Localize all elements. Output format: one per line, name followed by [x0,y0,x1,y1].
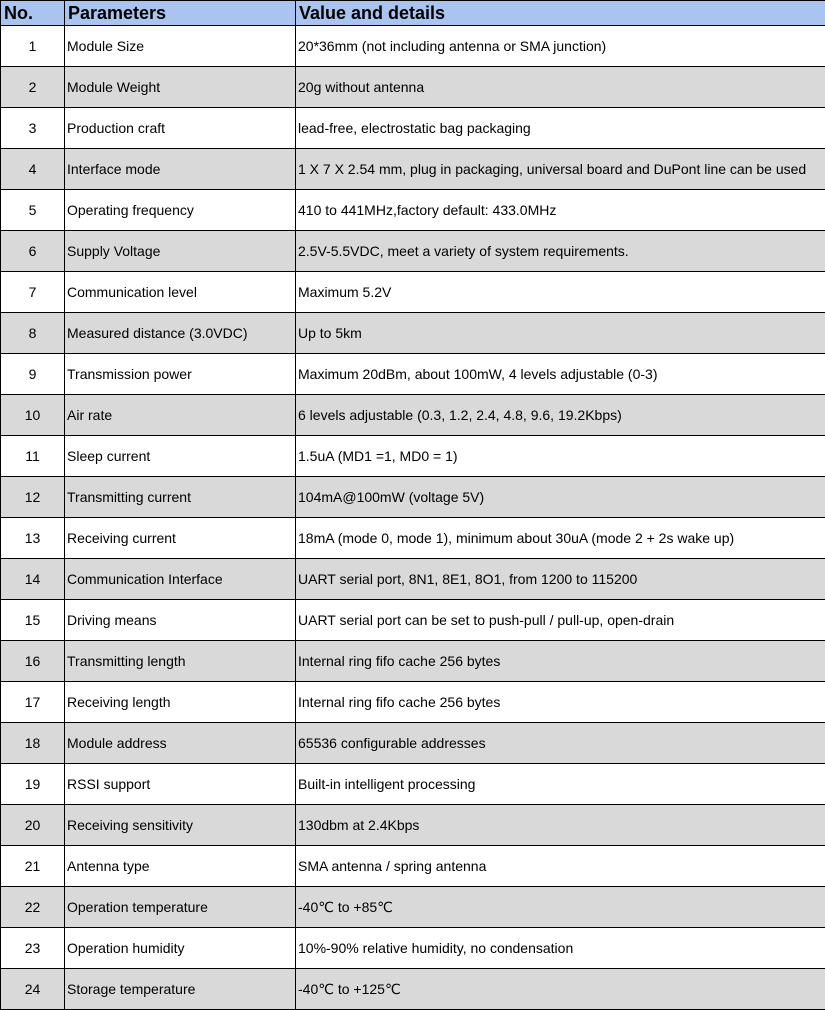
parameter-name: Sleep current [65,436,296,477]
parameter-name: Storage temperature [65,969,296,1010]
table-row [1,272,825,313]
parameter-name: Interface mode [65,149,296,190]
parameter-name: Receiving current [65,518,296,559]
parameter-value: UART serial port, 8N1, 8E1, 8O1, from 1200 to 115200 [296,559,825,600]
header-value: Value and details [296,1,825,26]
table-row [1,354,825,395]
table-row [1,395,825,436]
table-row [1,682,825,723]
parameter-name: Production craft [65,108,296,149]
row-number: 3 [1,108,65,149]
table-row [1,108,825,149]
parameter-name: Transmitting length [65,641,296,682]
table-row [1,723,825,764]
parameter-value: 1 X 7 X 2.54 mm, plug in packaging, universal board and DuPont line can be used [296,149,825,190]
table-row [1,846,825,887]
row-number: 4 [1,149,65,190]
header-parameters: Parameters [65,1,296,26]
table-row [1,149,825,190]
parameter-name: Module Size [65,26,296,67]
row-number: 10 [1,395,65,436]
parameter-value: 130dbm at 2.4Kbps [296,805,825,846]
table-row [1,887,825,928]
table-row [1,764,825,805]
parameter-value: 6 levels adjustable (0.3, 1.2, 2.4, 4.8, 9.6, 19.2Kbps) [296,395,825,436]
parameter-value: SMA antenna / spring antenna [296,846,825,887]
parameter-name: Transmission power [65,354,296,395]
parameter-value: Built-in intelligent processing [296,764,825,805]
table-row [1,600,825,641]
table-row [1,518,825,559]
row-number: 11 [1,436,65,477]
parameter-name: RSSI support [65,764,296,805]
parameter-value: 1.5uA (MD1 =1, MD0 = 1) [296,436,825,477]
table-row [1,928,825,969]
row-number: 8 [1,313,65,354]
row-number: 19 [1,764,65,805]
parameter-name: Driving means [65,600,296,641]
parameter-name: Communication Interface [65,559,296,600]
table-row [1,436,825,477]
table-row [1,313,825,354]
parameter-name: Supply Voltage [65,231,296,272]
row-number: 14 [1,559,65,600]
row-number: 6 [1,231,65,272]
parameter-name: Operating frequency [65,190,296,231]
parameter-value: Maximum 5.2V [296,272,825,313]
parameter-name: Operation humidity [65,928,296,969]
parameter-name: Transmitting current [65,477,296,518]
table-row [1,26,825,67]
row-number: 21 [1,846,65,887]
row-number: 16 [1,641,65,682]
row-number: 23 [1,928,65,969]
parameter-value: 410 to 441MHz,factory default: 433.0MHz [296,190,825,231]
parameter-value: Maximum 20dBm, about 100mW, 4 levels adjustable (0-3) [296,354,825,395]
parameter-value: Internal ring fifo cache 256 bytes [296,641,825,682]
row-number: 17 [1,682,65,723]
parameter-value: 104mA@100mW (voltage 5V) [296,477,825,518]
parameter-value: Internal ring fifo cache 256 bytes [296,682,825,723]
row-number: 1 [1,26,65,67]
parameter-name: Air rate [65,395,296,436]
row-number: 18 [1,723,65,764]
parameter-name: Receiving length [65,682,296,723]
parameter-value: UART serial port can be set to push-pull / pull-up, open-drain [296,600,825,641]
header-no: No. [1,1,65,26]
table-row [1,805,825,846]
table-row [1,559,825,600]
row-number: 20 [1,805,65,846]
row-number: 12 [1,477,65,518]
parameter-value: 20g without antenna [296,67,825,108]
row-number: 5 [1,190,65,231]
parameter-value: 2.5V-5.5VDC, meet a variety of system requirements. [296,231,825,272]
table-row [1,477,825,518]
row-number: 24 [1,969,65,1010]
parameter-name: Receiving sensitivity [65,805,296,846]
table-row [1,190,825,231]
parameter-value: 10%-90% relative humidity, no condensation [296,928,825,969]
parameter-value: -40℃ to +85℃ [296,887,825,928]
table-row [1,67,825,108]
parameter-name: Communication level [65,272,296,313]
row-number: 22 [1,887,65,928]
parameter-name: Antenna type [65,846,296,887]
row-number: 9 [1,354,65,395]
table-row [1,969,825,1010]
row-number: 7 [1,272,65,313]
parameter-value: -40℃ to +125℃ [296,969,825,1010]
parameter-name: Module Weight [65,67,296,108]
table-header-row [1,1,825,26]
parameter-value: lead-free, electrostatic bag packaging [296,108,825,149]
parameter-value: 65536 configurable addresses [296,723,825,764]
row-number: 13 [1,518,65,559]
parameter-value: 18mA (mode 0, mode 1), minimum about 30uA (mode 2 + 2s wake up) [296,518,825,559]
parameter-name: Operation temperature [65,887,296,928]
row-number: 15 [1,600,65,641]
table-row [1,231,825,272]
parameter-value: 20*36mm (not including antenna or SMA junction) [296,26,825,67]
row-number: 2 [1,67,65,108]
parameter-name: Measured distance (3.0VDC) [65,313,296,354]
parameter-value: Up to 5km [296,313,825,354]
parameter-name: Module address [65,723,296,764]
table-row [1,641,825,682]
